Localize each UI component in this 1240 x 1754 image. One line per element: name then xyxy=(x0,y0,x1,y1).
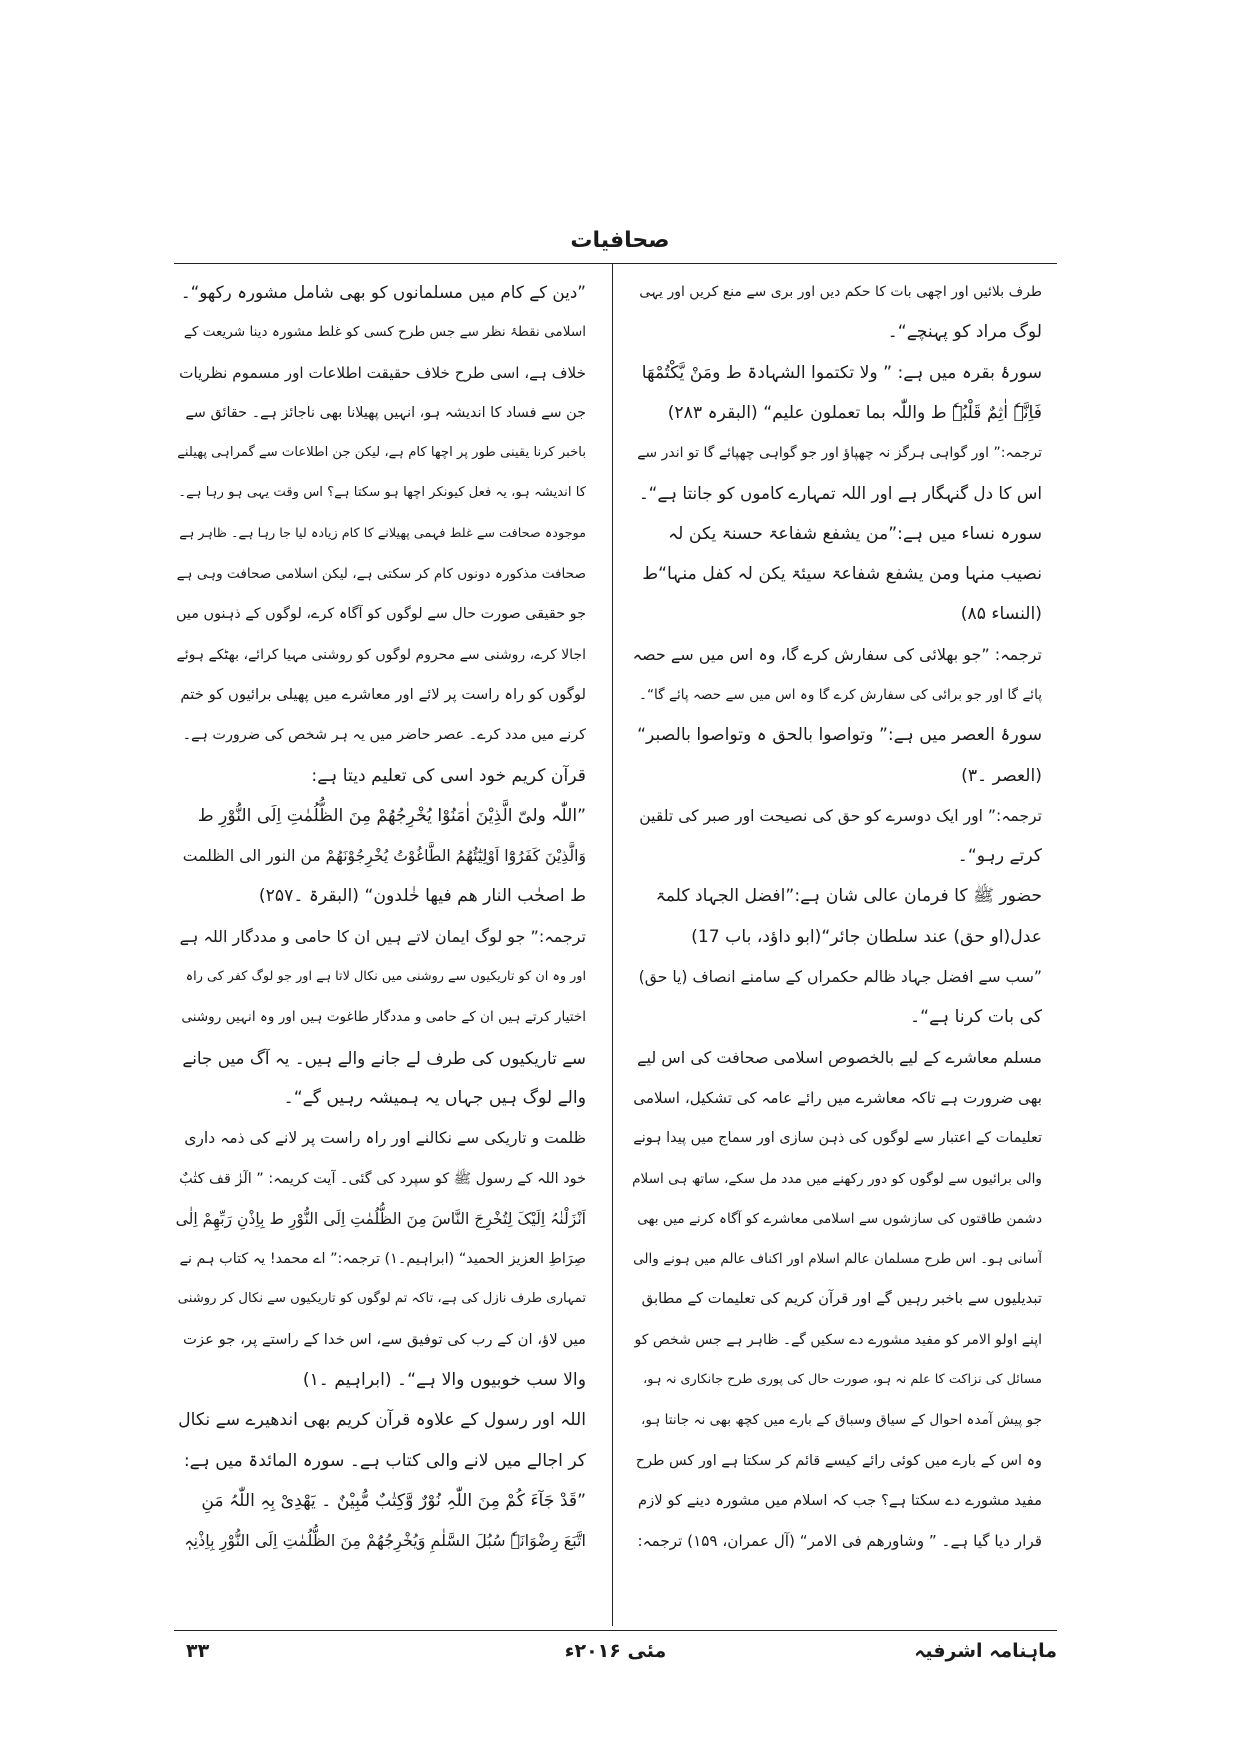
text-line: مسائل کی نزاکت کا علم نہ ہو، صورت حال کی پوری طرح جانکاری نہ ہو، xyxy=(643,1372,1042,1388)
text-line: دشمن طاقتوں کی سازشوں سے اسلامی معاشرے کو آگاہ کرنے میں بھی xyxy=(637,1210,1042,1227)
text-line: ط اصحٰب النار ھم فیھا خٰلدون“ (البقرۃ ۔۲۵۷) xyxy=(258,886,586,907)
text-line: تعلیمات کے اعتبار سے لوگوں کی ذہن سازی اور سماج میں پیدا ہونے xyxy=(633,1130,1042,1147)
text-line: صحافت مذکورہ دونوں کام کر سکتی ہے، لیکن اسلامی صحافت وہی ہے xyxy=(176,566,586,583)
text-line: ”سب سے افضل جہاد ظالم حکمراں کے سامنے انصاف (یا حق) xyxy=(638,968,1042,987)
text-line: اتَّبَعَ رِضْوَانَہٗ سُبُلَ السَّلٰمِ وَیُخْرِجُھُمْ مِنَ الظُّلُمٰتِ اِلَی النُّوْرِ بِاِذْنِہٖ xyxy=(184,1531,586,1551)
left-text-column xyxy=(176,272,586,1622)
page-footer xyxy=(174,1640,1057,1674)
text-line: مسلم معاشرے کے لیے بالخصوص اسلامی صحافت کی اس لیے xyxy=(637,1047,1042,1067)
text-line: باخبر کرنا یقینی طور پر اچھا کام ہے، لیکن جن اطلاعات سے گمراہی پھیلنے xyxy=(177,445,586,461)
text-line: ”قَدْ جَآءَ کُمْ مِنَ اللّٰہِ نُوْرٌ وَّکِتٰبٌ مُّبِیْنٌ ۔ یَھْدِیْ بِہِ اللّٰہُ مَنِ xyxy=(201,1490,586,1511)
text-line: اپنے اولو الامر کو مفید مشورے دے سکیں گے۔ ظاہر ہے جس شخص کو xyxy=(634,1331,1042,1348)
right-text-column xyxy=(632,272,1042,1622)
text-line: کر اجالے میں لانے والی کتاب ہے۔ سورہ المائدۃ میں ہے: xyxy=(183,1450,586,1471)
text-line: ترجمہ: ”جو بھلائی کی سفارش کرے گا، وہ اس میں سے حصہ xyxy=(632,644,1042,664)
text-line: مفید مشورے دے سکتا ہے؟ جب کہ اسلام میں مشورہ دینے کو لازم xyxy=(637,1491,1042,1509)
text-line: جو پیش آمدہ احوال کے سیاق وسباق کے بارے میں کچھ بھی نہ جانتا ہو، xyxy=(640,1412,1042,1429)
text-line: اختیار کرتے ہیں ان کے حامی و مددگار طاغوت ہیں اور وہ انہیں روشنی xyxy=(181,1009,586,1026)
text-line: وَالَّذِیْنَ کَفَرُوْٓا اَوْلِیٰٓئُھُمُ الطَّاغُوْتُ یُخْرِجُوْنَھُمْ من النور الی الظلمت xyxy=(182,847,586,866)
text-line: لوگوں کو راہ راست پر لائے اور معاشرے میں پھیلی برائیوں کو ختم xyxy=(180,685,586,703)
text-line: کرتے رہو“۔ xyxy=(957,846,1042,867)
text-line: صِرَاطِ العزیز الحمید“ (ابراہیم۔۱) ترجمہ:” اے محمد! یہ کتاب ہم نے xyxy=(179,1251,586,1268)
text-line: خلاف ہے، اسی طرح خلاف حقیقت اطلاعات اور مسموم نظریات xyxy=(179,363,586,382)
text-line: بھی ضرورت ہے تاکہ معاشرے میں رائے عامہ کی تشکیل، اسلامی xyxy=(633,1088,1042,1107)
text-line: کا اندیشہ ہو، یہ فعل کیونکر اچھا ہو سکتا ہے؟ اس وقت یہی ہو رہا ہے۔ xyxy=(178,485,586,501)
issue-date: مئی ۲۰۱۶ء xyxy=(564,1640,667,1662)
text-line: تمہاری طرف نازل کی ہے، تاکہ تم لوگوں کو تاریکیوں سے نکال کر روشنی xyxy=(177,1291,586,1307)
text-line: لوگ مراد کو پہنچے“۔ xyxy=(887,322,1042,343)
text-line: کرنے میں مدد کرے۔ عصر حاضر میں یہ ہر شخص کی ضرورت ہے۔ xyxy=(182,727,586,744)
text-line: جو حقیقی صورت حال سے لوگوں کو آگاہ کرے، لوگوں کے ذہنوں میں xyxy=(176,606,586,623)
text-line: کی بات کرنا ہے“۔ xyxy=(910,1007,1042,1028)
text-line: ”اللّٰہ ولیّ الَّذِیْنَ اٰمَنُوْا یُخْرِجُھُمْ مِنَ الظُّلُمٰتِ اِلَی النُّوْرِ ط xyxy=(197,805,586,826)
text-line: اور وہ ان کو تاریکیوں سے روشنی میں نکال لاتا ہے اور جو لوگ کفر کی راہ xyxy=(185,969,586,985)
text-line: عدل(او حق) عند سلطان جائر“(ابو داؤد، باب 17) xyxy=(691,926,1042,947)
text-line: نصیب منہا ومن یشفع شفاعۃ سیئۃ یکن لہ کفل منہا“ط xyxy=(642,564,1042,585)
text-line: سورہ نساء میں ہے:”من یشفع شفاعۃ حسنۃ یکن لہ xyxy=(668,523,1042,544)
text-line: سورۂ بقرہ میں ہے: ” ولا تکتموا الشہادۃ ط ومَنْ یَّکْتُمْھَا xyxy=(641,362,1042,383)
text-line: قرآن کریم خود اسی کی تعلیم دیتا ہے: xyxy=(311,765,586,786)
text-line: اجالا کرے، روشنی سے محروم لوگوں کو روشنی مہیا کرائے، بھٹکے ہوئے xyxy=(176,646,586,663)
magazine-name: ماہنامہ اشرفیہ xyxy=(914,1640,1057,1662)
text-line: طرف بلائیں اور اچھی بات کا حکم دیں اور بری سے منع کریں اور یہی xyxy=(639,284,1042,300)
text-line: اَنْزَلْنٰہُ اِلَیْکَ لِتُخْرِجَ النَّاسَ مِنَ الظُّلُمٰتِ اِلَی النُّوْرِ ط بِاِذْنِ رَبِّھِمْ اِلٰی xyxy=(176,1209,586,1228)
text-line: خود اللہ کے رسول ﷺ کو سپرد کی گئی۔ آیت کریمہ: ” الٓرٰ قف کتٰبٌ xyxy=(179,1170,586,1187)
header-rule xyxy=(174,263,1057,264)
column-divider xyxy=(612,264,613,1626)
text-line: میں لاؤ، ان کے رب کی توفیق سے، اس خدا کے راستے پر، جو عزت xyxy=(183,1330,586,1348)
text-line: پائے گا اور جو برائی کی سفارش کرے گا وہ اس میں سے حصہ پائے گا“۔ xyxy=(639,686,1042,703)
text-line: آسانی ہو۔ اس طرح مسلمان عالم اسلام اور اکناف عالم میں ہونے والی xyxy=(633,1251,1042,1268)
text-line: موجودہ صحافت سے غلط فہمی پھیلانے کا کام زیادہ لیا جا رہا ہے۔ ظاہر ہے xyxy=(179,525,586,541)
text-line: اسلامی نقطۂ نظر سے جس طرح کسی کو غلط مشورہ دینا شریعت کے xyxy=(183,324,586,341)
text-line: وہ اس کے بارے میں کوئی رائے کیسے قائم کر سکتا ہے اور کس طرح xyxy=(635,1452,1042,1469)
text-line: ”دین کے کام میں مسلمانوں کو بھی شامل مشورہ رکھو“۔ xyxy=(180,282,586,302)
text-line: سے تاریکیوں کی طرف لے جانے والے ہیں۔ یہ آگ میں جانے xyxy=(182,1047,586,1068)
text-line: سورۂ العصر میں ہے:” وتواصوا بالحق ہ وتواصوا بالصبر“ xyxy=(637,725,1042,746)
text-line: (النساء ۸۵) xyxy=(960,604,1042,625)
text-line: ترجمہ:” جو لوگ ایمان لاتے ہیں ان کا حامی و مددگار اللہ ہے xyxy=(179,926,586,946)
text-line: والے لوگ ہیں جہاں یہ ہمیشہ رہیں گے“۔ xyxy=(283,1087,586,1108)
page-header-title: صحافیات xyxy=(570,228,670,253)
page-number: ۳۳ xyxy=(186,1640,210,1662)
text-line: قرار دیا گیا ہے۔ ” وشاورھم فی الامر“ (آل عمران، ۱۵۹) ترجمہ: xyxy=(637,1532,1042,1551)
text-line: تبدیلیوں سے باخبر رہیں گے اور قرآن کریم کی تعلیمات کے مطابق xyxy=(641,1290,1042,1308)
text-line: ترجمہ:” اور گواہی ہرگز نہ چھپاؤ اور جو گواہی چھپائے گا تو اندر سے xyxy=(637,445,1042,462)
text-line: ترجمہ:” اور ایک دوسرے کو حق کی نصیحت اور صبر کی تلقین xyxy=(639,806,1042,825)
text-line: اللہ اور رسول کے علاوہ قرآن کریم بھی اندھیرے سے نکال xyxy=(178,1410,586,1431)
text-line: فَاِنَّہٗ اٰثِمٌ قَلْبُہٗ ط واللّٰہ بما تعملون علیم“ (البقرہ ۲۸۳) xyxy=(667,402,1042,423)
text-line: ظلمت و تاریکی سے نکالنے اور راہ راست پر لانے کی ذمہ داری xyxy=(184,1129,586,1148)
text-line: حضور ﷺ کا فرمان عالی شان ہے:”افضل الجہاد کلمۃ xyxy=(655,886,1042,907)
text-line: اس کا دل گنہگار ہے اور اللہ تمہارے کاموں کو جانتا ہے“۔ xyxy=(638,483,1042,504)
text-line: والی برائیوں سے لوگوں کو دور رکھنے میں مدد مل سکے، ساتھ ہی اسلام xyxy=(632,1170,1042,1187)
text-line: جن سے فساد کا اندیشہ ہو، انہیں پھیلانا بھی ناجائز ہے۔ حقائق سے xyxy=(185,404,586,421)
text-line: (العصر ۔۳) xyxy=(961,765,1042,786)
text-line: والا سب خوبیوں والا ہے“۔ (ابراہیم ۔۱) xyxy=(302,1370,586,1391)
footer-rule xyxy=(174,1630,1057,1631)
